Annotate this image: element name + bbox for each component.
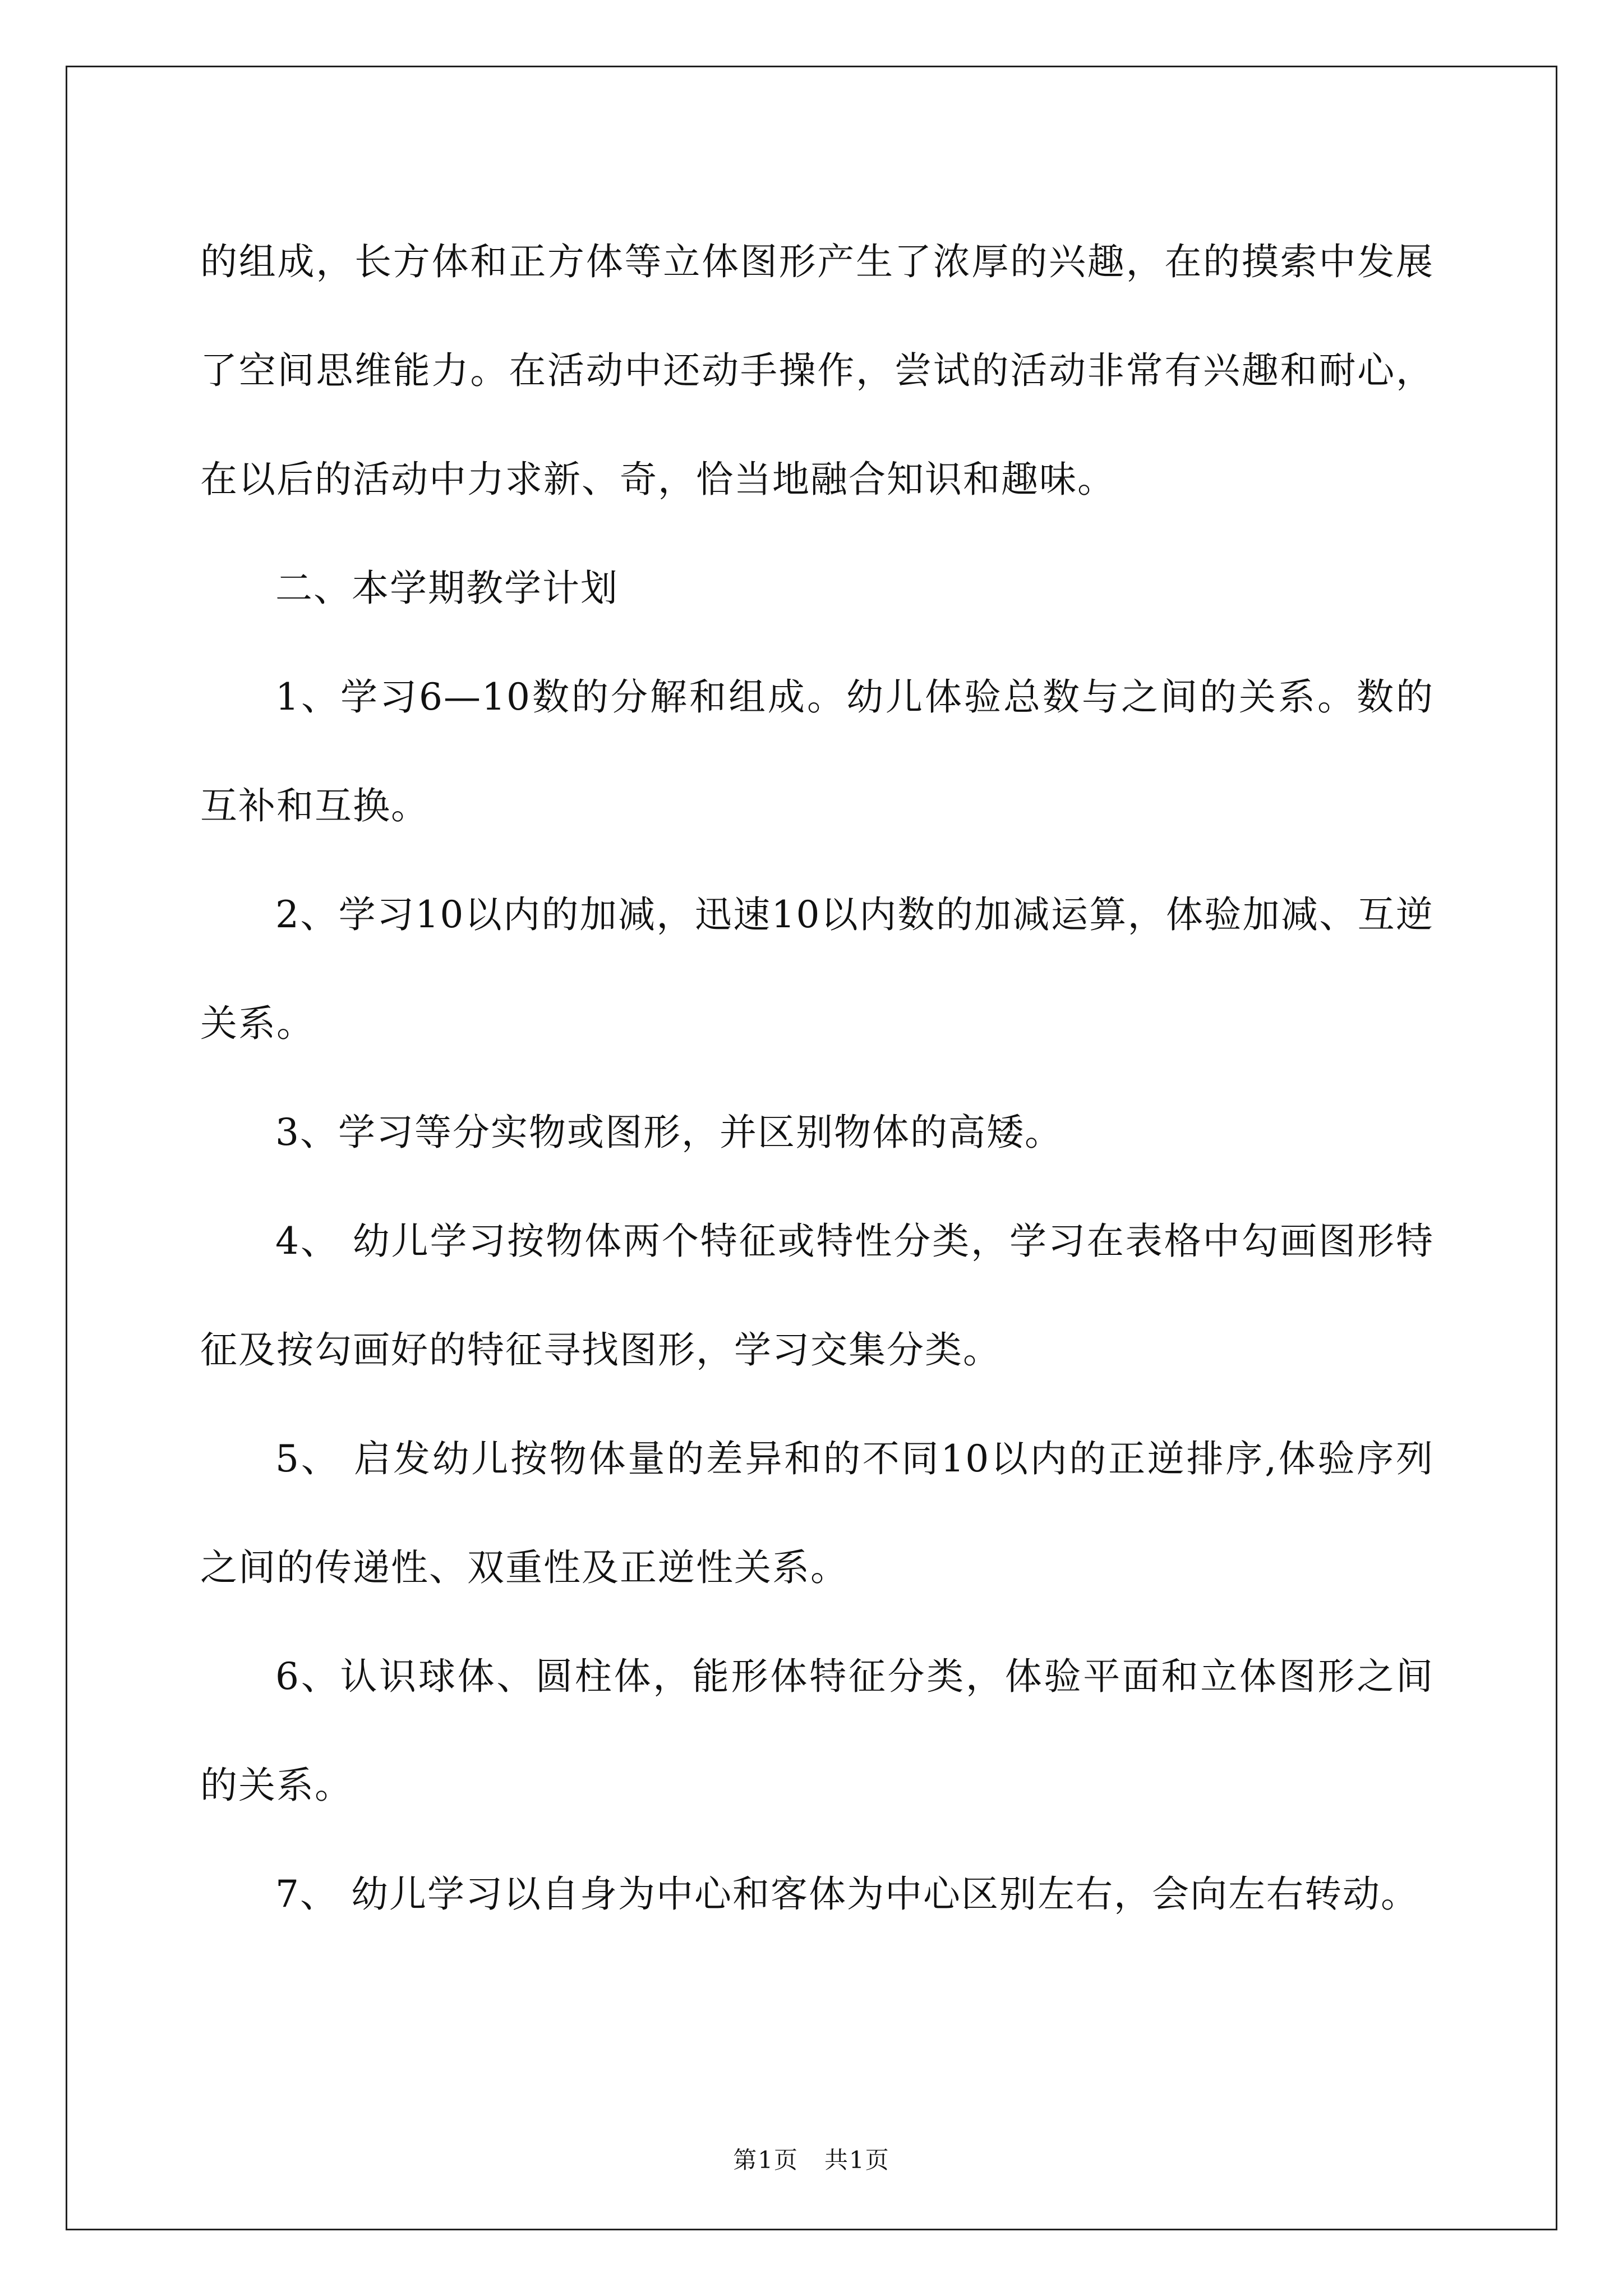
document-body [200,208,1434,1949]
page-footer [0,2142,1623,2175]
plan-item-1: 1、学习6—10数的分解和组成。幼儿体验总数与之间的关系。数的互补和互换。 [200,675,1434,827]
plan-item-2: 2、学习10以内的加减，迅速10以内数的加减运算，体验加减、互逆关系。 [200,893,1434,1045]
paragraph-intro: 的组成，长方体和正方体等立体图形产生了浓厚的兴趣，在的摸索中发展了空间思维能力。在活动中还动手操作，尝试的活动非常有兴趣和耐心，在以后的活动中力求新、奇，恰当地融合知识和趣味。 [200,240,1434,501]
plan-item-5: 5、 启发幼儿按物体量的差异和的不同10以内的正逆排序,体验序列之间的传递性、双重性及正逆性关系。 [200,1437,1434,1589]
plan-item-4: 4、 幼儿学习按物体两个特征或特性分类，学习在表格中勾画图形特征及按勾画好的特征寻找图形，学习交集分类。 [200,1220,1434,1372]
page-total: 共1页 [824,2146,890,2174]
section-heading: 二、本学期教学计划 [275,567,619,610]
plan-item-3: 3、学习等分实物或图形，并区别物体的高矮。 [275,1111,1063,1154]
plan-item-6: 6、认识球体、圆柱体，能形体特征分类，体验平面和立体图形之间的关系。 [200,1655,1434,1807]
page-number: 第1页 [733,2146,799,2174]
plan-item-7: 7、 幼儿学习以自身为中心和客体为中心区别左右，会向左右转动。 [275,1872,1419,1916]
